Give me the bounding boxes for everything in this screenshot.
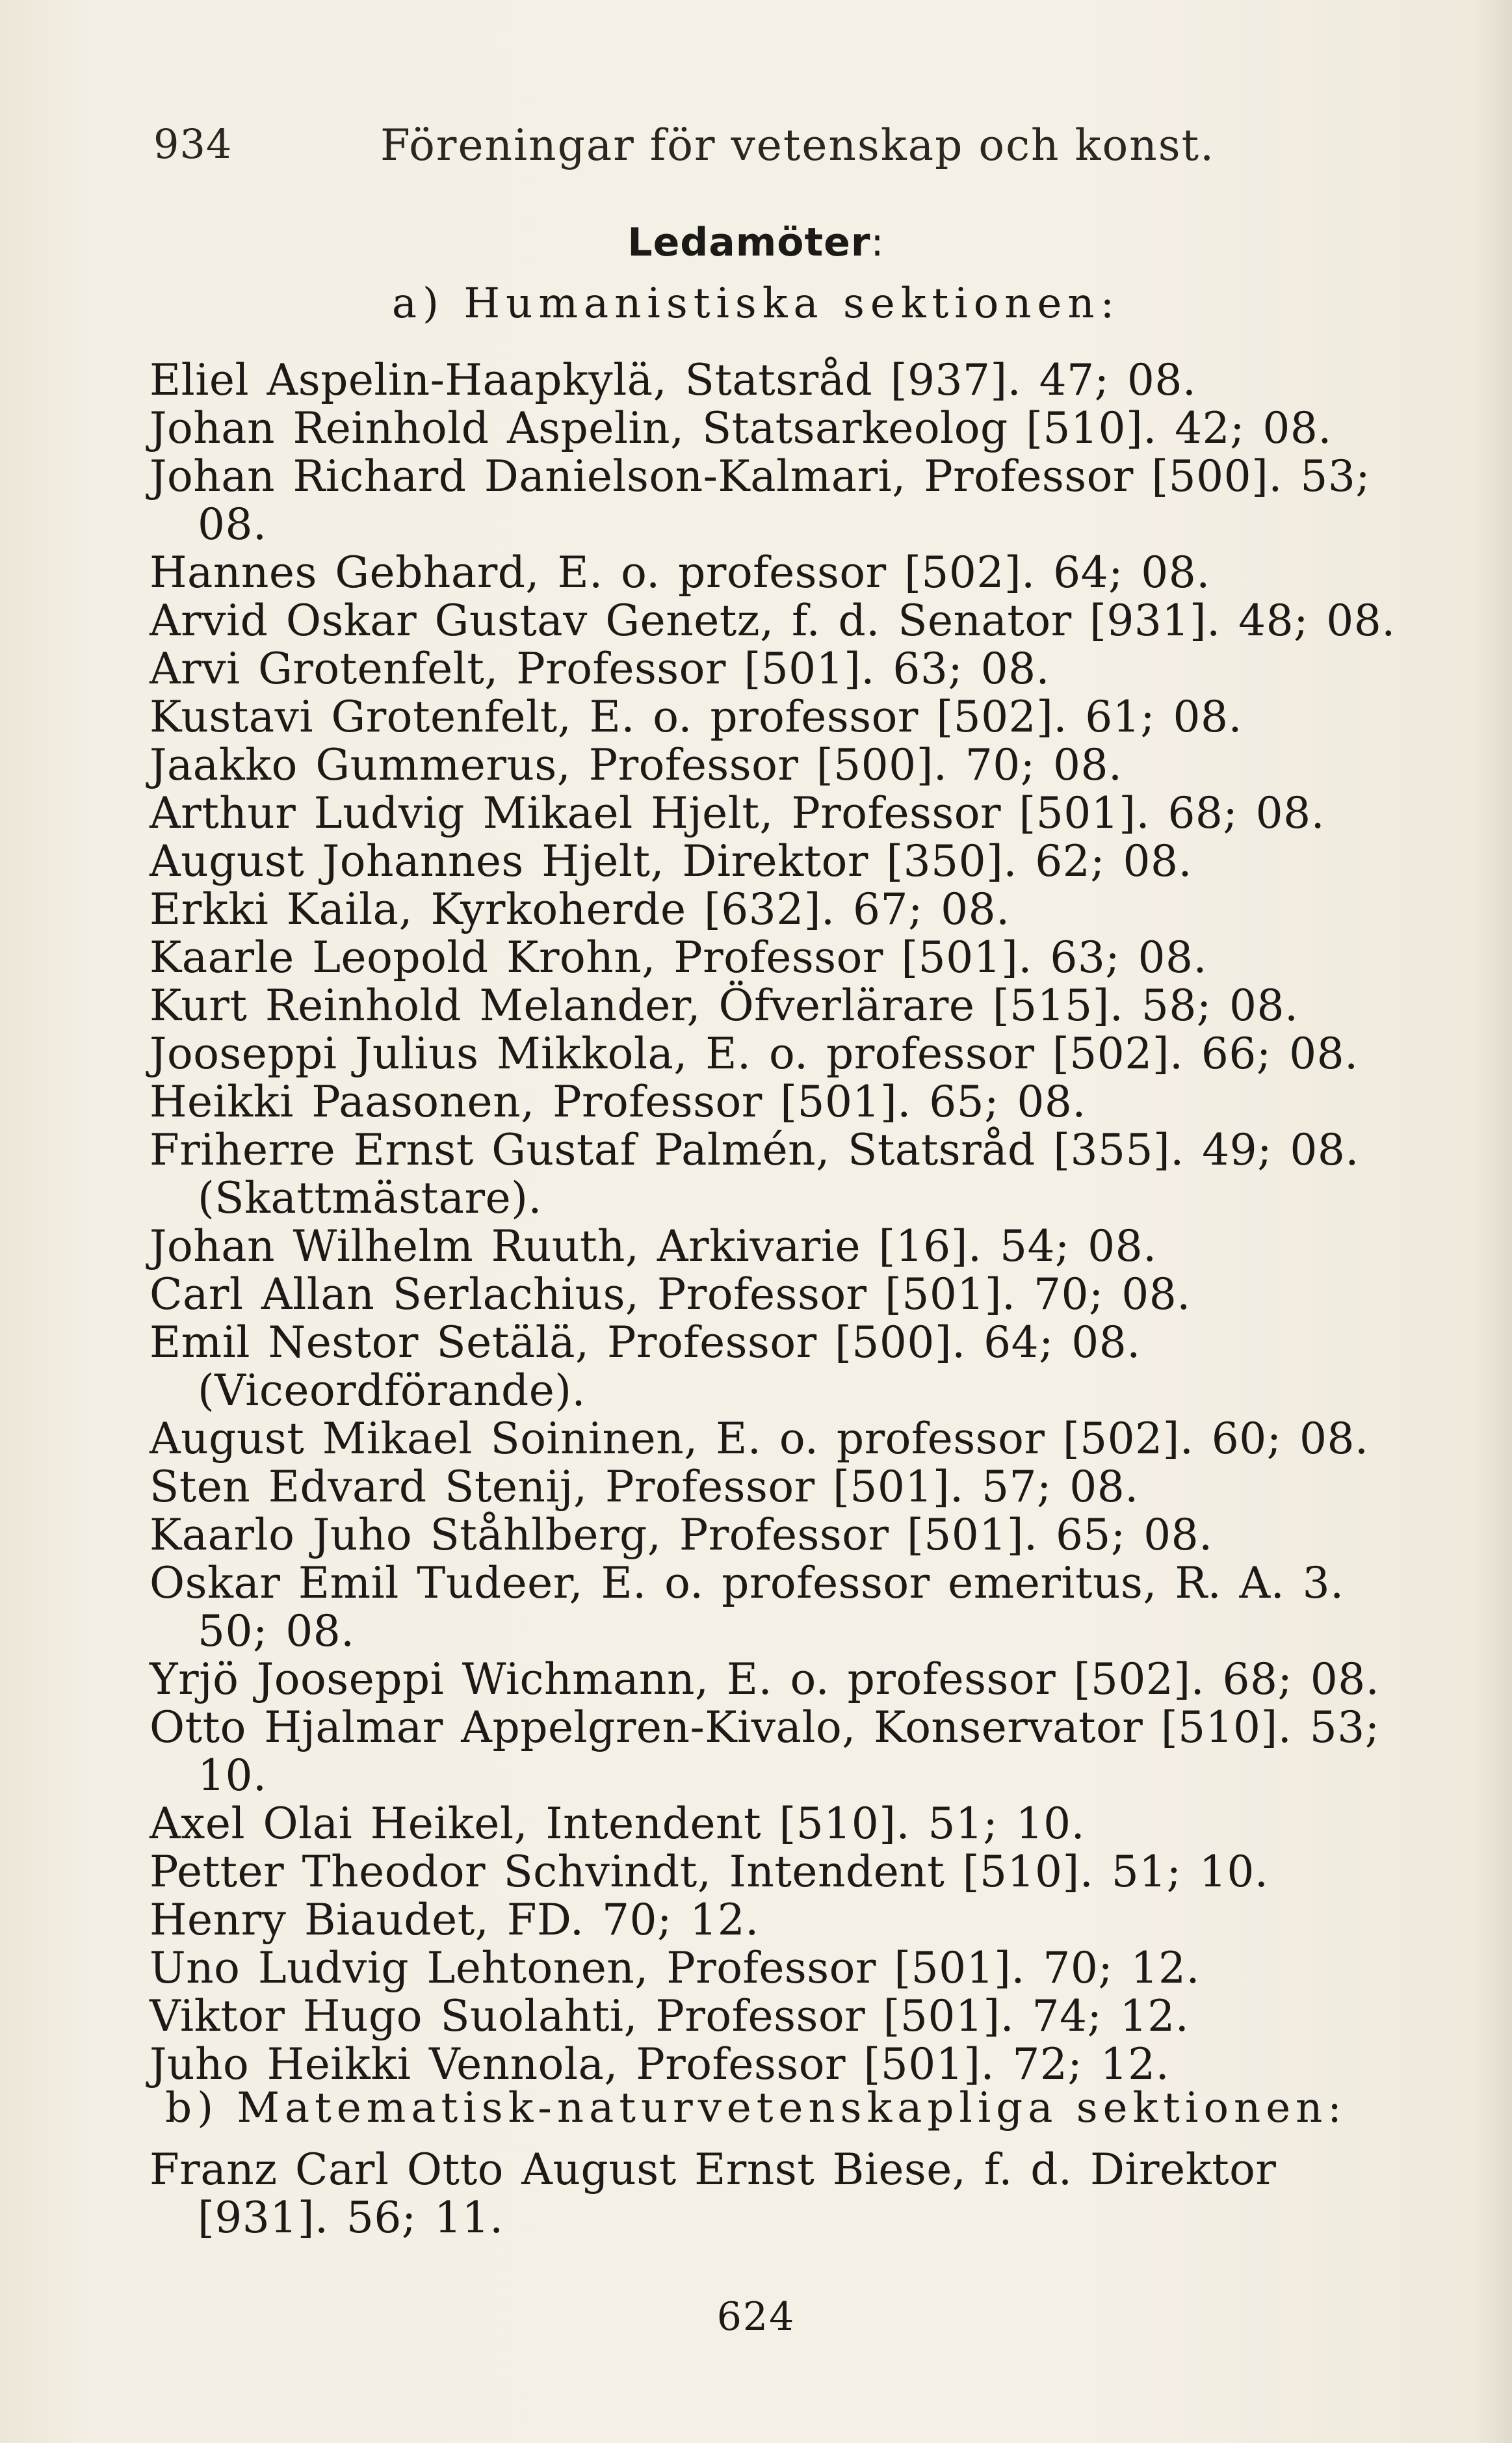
page-number-top: 934 [153, 120, 233, 168]
member-entry: Viktor Hugo Suolahti, Professor [501]. 74; 12. [150, 1991, 1190, 2041]
member-entry: Yrjö Jooseppi Wichmann, E. o. professor [502]. 68; 08. [150, 1654, 1380, 1704]
section-b-title: b) Matematisk-naturvetenskapliga sektionen: [165, 2084, 1347, 2132]
member-entry: Sten Edvard Stenij, Professor [501]. 57; 08. [150, 1462, 1139, 1512]
member-entry: Axel Olai Heikel, Intendent [510]. 51; 10. [150, 1799, 1086, 1849]
member-entry: Johan Wilhelm Ruuth, Arkivarie [16]. 54; 08. [150, 1221, 1157, 1271]
member-entry: Carl Allan Serlachius, Professor [501]. 70; 08. [150, 1269, 1191, 1319]
member-entry: August Mikael Soininen, E. o. professor [502]. 60; 08. [150, 1414, 1369, 1464]
member-entry: Jaakko Gummerus, Professor [500]. 70; 08. [150, 740, 1123, 790]
member-entry: Jooseppi Julius Mikkola, E. o. professor [502]. 66; 08. [150, 1029, 1359, 1079]
member-entry: Arvid Oskar Gustav Genetz, f. d. Senator [931]. 48; 08. [150, 596, 1396, 646]
page-number-bottom: 624 [716, 2294, 796, 2340]
member-entry: Heikki Paasonen, Professor [501]. 65; 08. [150, 1077, 1086, 1127]
member-entry: Henry Biaudet, FD. 70; 12. [150, 1895, 759, 1945]
member-entry: Friherre Ernst Gustaf Palmén, Statsråd [355]. 49; 08. (Skattmästare). [150, 1125, 1359, 1223]
member-entry: Juho Heikki Vennola, Professor [501]. 72; 12. [150, 2039, 1170, 2089]
section-a-title: a) Humanistiska sektionen: [391, 280, 1121, 328]
member-entry: Otto Hjalmar Appelgren-Kivalo, Konservator [510]. 53; 10. [150, 1702, 1380, 1801]
member-entry: Arthur Ludvig Mikael Hjelt, Professor [501]. 68; 08. [150, 788, 1325, 838]
member-entry: Johan Reinhold Aspelin, Statsarkeolog [510]. 42; 08. [150, 403, 1332, 453]
member-entry: Eliel Aspelin-Haapkylä, Statsråd [937]. 47; 08. [150, 355, 1197, 405]
members-heading-colon: : [870, 220, 885, 265]
member-entry: Erkki Kaila, Kyrkoherde [632]. 67; 08. [150, 884, 1010, 934]
member-entry: Franz Carl Otto August Ernst Biese, f. d. Direktor [931]. 56; 11. [150, 2145, 1277, 2243]
members-heading-text: Ledamöter [627, 220, 871, 265]
member-entry: Kaarlo Juho Ståhlberg, Professor [501]. 65; 08. [150, 1510, 1213, 1560]
member-entry: Kurt Reinhold Melander, Öfverlärare [515]. 58; 08. [150, 981, 1299, 1031]
member-entry: Arvi Grotenfelt, Professor [501]. 63; 08. [150, 644, 1050, 694]
page-header [0, 120, 1512, 172]
member-entry: Johan Richard Danielson-Kalmari, Professor [500]. 53; 08. [150, 451, 1371, 549]
member-entry: Uno Ludvig Lehtonen, Professor [501]. 70; 12. [150, 1943, 1201, 1993]
member-entry: Oskar Emil Tudeer, E. o. professor emeritus, R. A. 3. 50; 08. [150, 1558, 1344, 1656]
member-entry: Hannes Gebhard, E. o. professor [502]. 64; 08. [150, 548, 1210, 598]
member-entry: August Johannes Hjelt, Direktor [350]. 62; 08. [150, 836, 1192, 886]
members-heading [0, 220, 1512, 265]
member-entry: Petter Theodor Schvindt, Intendent [510]. 51; 10. [150, 1847, 1269, 1897]
member-entry: Kaarle Leopold Krohn, Professor [501]. 63; 08. [150, 932, 1207, 983]
member-entry: Kustavi Grotenfelt, E. o. professor [502]. 61; 08. [150, 692, 1242, 742]
member-entry: Emil Nestor Setälä, Professor [500]. 64; 08. (Viceordförande). [150, 1317, 1141, 1416]
section-a-member-list [150, 356, 1424, 2089]
page-edge-shadow [1473, 0, 1512, 2443]
section-b-member-list [150, 2146, 1424, 2242]
running-title: Föreningar för vetenskap och konst. [380, 120, 1216, 170]
